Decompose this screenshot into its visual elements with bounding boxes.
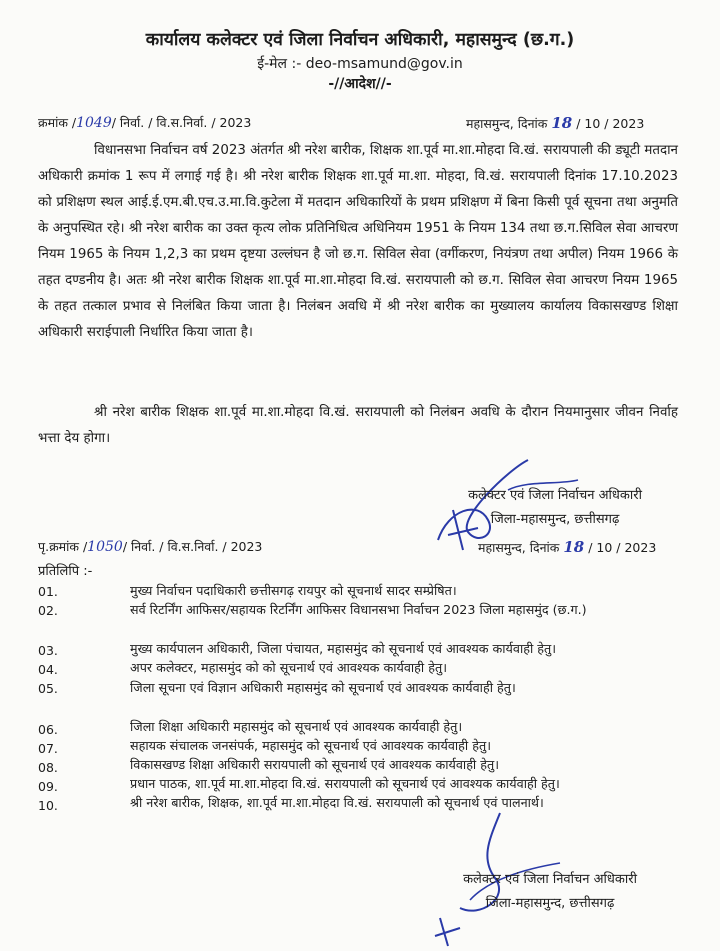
- list-item: विकासखण्ड शिक्षा अधिकारी सरायपाली को सूचनार्थ एवं आवश्यक कार्यवाही हेतु।: [130, 757, 500, 772]
- order-number-line: क्रमांक /1049/ निर्वा. / वि.स.निर्वा. / 2023: [38, 115, 252, 131]
- order-title: -//आदेश//-: [328, 76, 392, 92]
- signatory-district: जिला-महासमुन्द, छत्तीसगढ़: [485, 896, 615, 911]
- email-label: ई-मेल :-: [257, 56, 302, 72]
- list-item: जिला शिक्षा अधिकारी महासमुंद को सूचनार्थ एवं आवश्यक कार्यवाही हेतु।: [130, 719, 463, 734]
- copy-number-line: पृ.क्रमांक /1050/ निर्वा. / वि.स.निर्वा. / 2023: [38, 539, 263, 555]
- order-body-paragraph-2: श्री नरेश बारीक शिक्षक शा.पूर्व मा.शा.मोहदा वि.खं. सरायपाली को निलंबन अवधि के दौरान नियमानुसार जीवन निर्वाह भत्ता देय होगा।: [38, 405, 678, 446]
- signature-block-1: [430, 484, 680, 532]
- list-item-number: 10.: [38, 798, 58, 813]
- list-item: प्रधान पाठक, शा.पूर्व मा.शा.मोहदा वि.खं. सरायपाली को सूचनार्थ एवं आवश्यक कार्यवाही हेतु।: [130, 776, 560, 791]
- signatory-title: कलेक्टर एवं जिला निर्वाचन अधिकारी: [463, 872, 637, 887]
- copy-date-line: महासमुन्द, दिनांक 18 / 10 / 2023: [478, 538, 657, 556]
- list-item: अपर कलेक्टर, महासमुंद को को सूचनार्थ एवं आवश्यक कार्यवाही हेतु।: [130, 660, 448, 675]
- list-item: जिला सूचना एवं विज्ञान अधिकारी महासमुंद को सूचनार्थ एवं आवश्यक कार्यवाही हेतु।: [130, 680, 516, 695]
- order-date-line: महासमुन्द, दिनांक 18 / 10 / 2023: [466, 114, 645, 132]
- signatory-title: कलेक्टर एवं जिला निर्वाचन अधिकारी: [468, 488, 642, 503]
- list-item-number: 06.: [38, 722, 58, 737]
- copy-day: 18: [563, 538, 585, 556]
- email-address: deo-msamund@gov.in: [305, 56, 463, 72]
- list-item-number: 01.: [38, 584, 58, 599]
- copy-heading: प्रतिलिपि :-: [38, 564, 93, 579]
- signatory-district: जिला-महासमुन्द, छत्तीसगढ़: [490, 512, 620, 527]
- list-item: मुख्य कार्यपालन अधिकारी, जिला पंचायत, महासमुंद को सूचनार्थ एवं आवश्यक कार्यवाही हेतु।: [130, 641, 557, 656]
- signature-block-2: [420, 868, 680, 916]
- order-body-paragraph-1: विधानसभा निर्वाचन वर्ष 2023 अंतर्गत श्री नरेश बारीक, शिक्षक शा.पूर्व मा.शा.मोहदा वि.खं. सरायपाली की ड्यूटी मतदान अधिकारी क्रमांक 1 रूप में लगाई गई है। श्री नरेश बारीक शिक्षक शा.पूर्व मा.शा. मोहदा, वि.खं. सरायपाली दिनांक 17.10.2023 को प्रशिक्षण स्थल आई.ई.एम.बी.एच.उ.मा.वि.कुटेला में मतदान अधिकारियों के प्रथम प्रशिक्षण में बिना किसी पूर्व सूचना तथा अनुमति के अनुपस्थित रहे। श्री नरेश बारीक का उक्त कृत्य लोक प्रतिनिधित्व अधिनियम 1951 के नियम 134 तथा छ.ग.सिविल सेवा आचरण नियम 1965 के नियम 1,2,3 का प्रथम दृष्टया उल्लंघन है जो छ.ग. सिविल सेवा (वर्गीकरण, नियंत्रण तथा अपील) नियम 1966 के तहत दण्डनीय है। अतः श्री नरेश बारीक शिक्षक शा.पूर्व मा.शा.मोहदा वि.खं. सरायपाली को छ.ग. सिविल सेवा आचरण नियम 1965 के तहत तत्काल प्रभाव से निलंबित किया जाता है। निलंबन अवधि में श्री नरेश बारीक का मुख्यालय कार्यालय विकासखण्ड शिक्षा अधिकारी सराईपाली निर्धारित किया जाता है।: [38, 143, 678, 340]
- list-item-number: 03.: [38, 643, 58, 658]
- list-item-number: 08.: [38, 760, 58, 775]
- copy-number: 1050: [87, 539, 123, 555]
- list-item-number: 04.: [38, 662, 58, 677]
- email-line: [0, 54, 720, 73]
- list-item-number: 07.: [38, 741, 58, 756]
- office-title: कार्यालय कलेक्टर एवं जिला निर्वाचन अधिकारी, महासमुन्द (छ.ग.): [145, 30, 575, 50]
- list-item: सर्व रिटर्निंग आफिसर/सहायक रिटर्निंग आफिसर विधानसभा निर्वाचन 2023 जिला महासमुंद (छ.ग.): [130, 602, 587, 617]
- list-item-number: 02.: [38, 603, 58, 618]
- list-item-number: 05.: [38, 681, 58, 696]
- list-item-number: 09.: [38, 779, 58, 794]
- list-item: सहायक संचालक जनसंपर्क, महासमुंद को सूचनार्थ एवं आवश्यक कार्यवाही हेतु।: [130, 738, 492, 753]
- list-item: श्री नरेश बारीक, शिक्षक, शा.पूर्व मा.शा.मोहदा वि.खं. सरायपाली को सूचनार्थ एवं पालनार्थ।: [130, 795, 544, 810]
- order-number: 1049: [76, 115, 112, 131]
- list-item: मुख्य निर्वाचन पदाधिकारी छत्तीसगढ़ रायपुर को सूचनार्थ सादर सम्प्रेषित।: [130, 583, 457, 598]
- order-day: 18: [551, 114, 573, 132]
